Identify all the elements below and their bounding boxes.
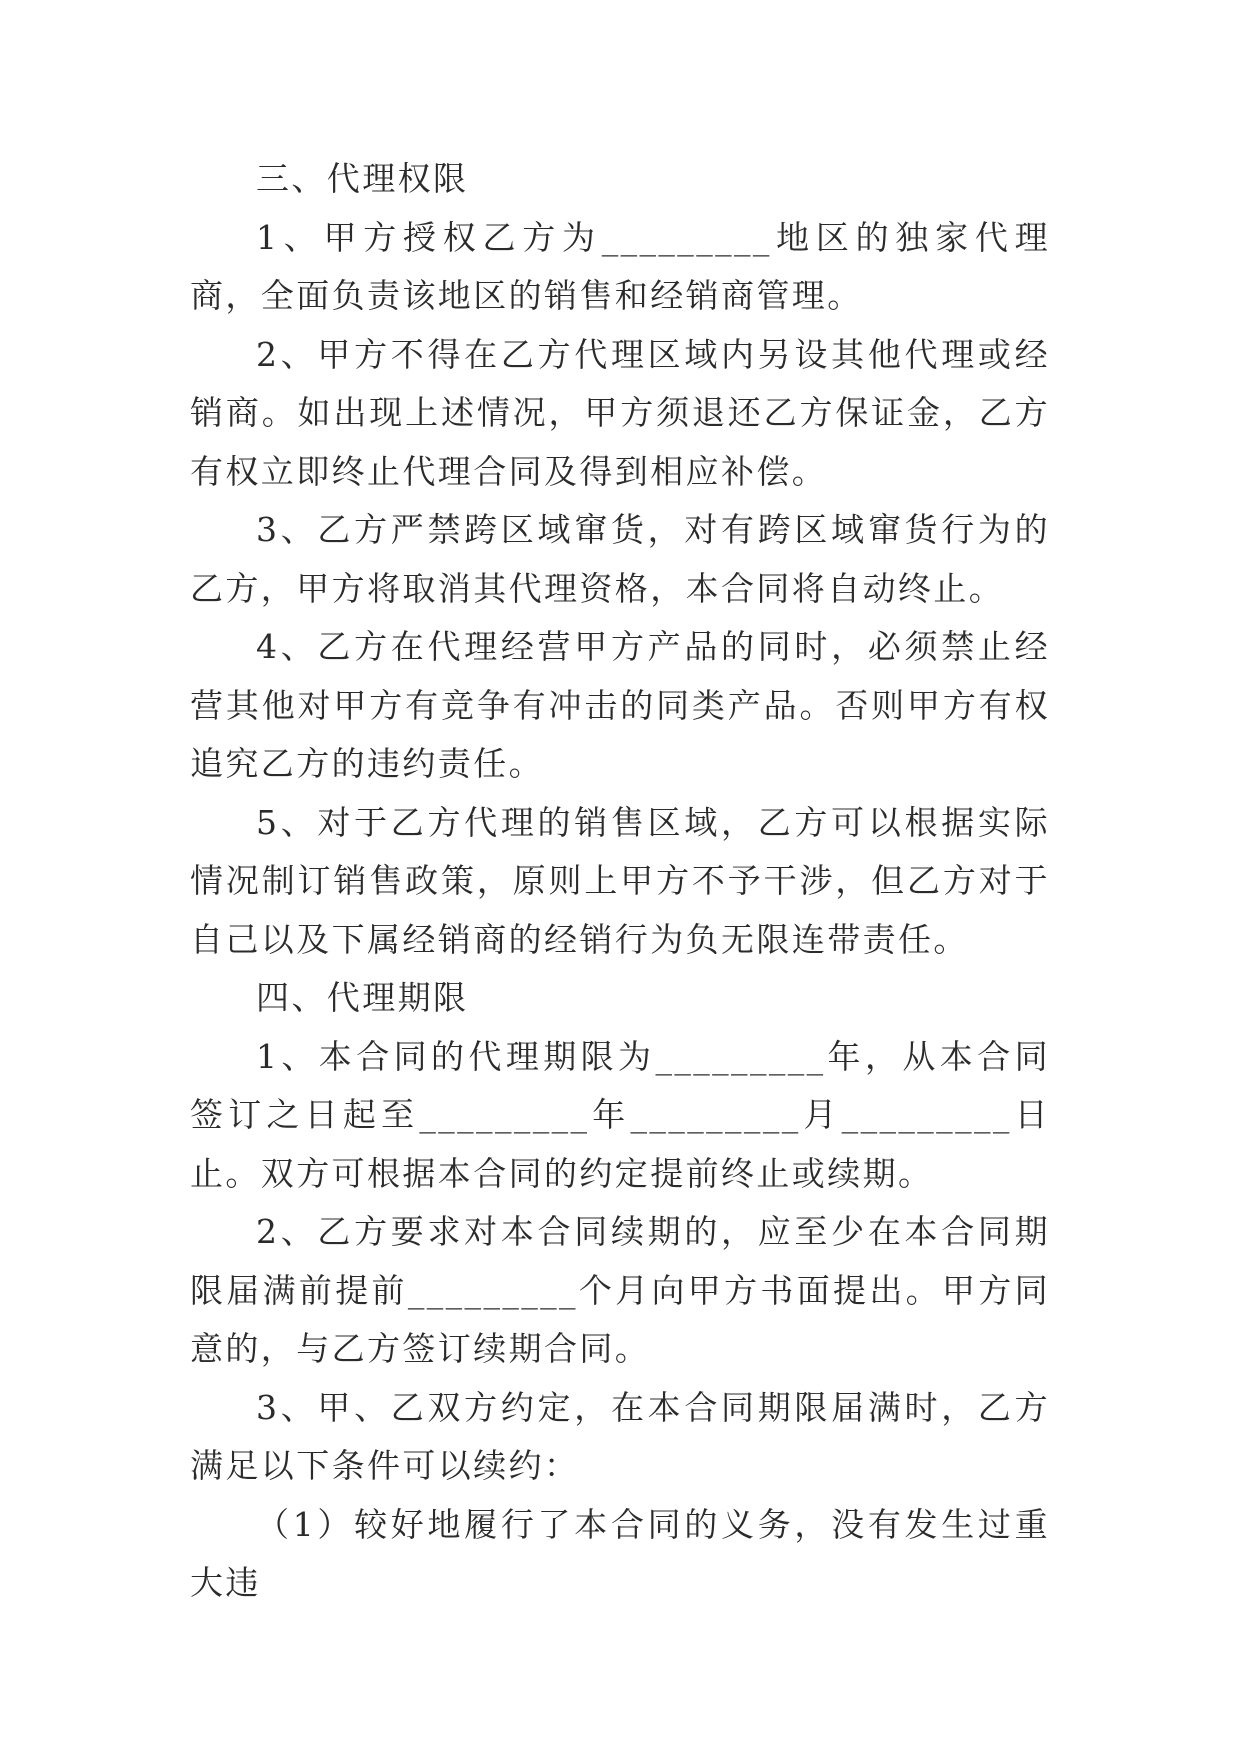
clause-4-2: 2、乙方要求对本合同续期的，应至少在本合同期限届满前提前_________个月向甲方书面提出。甲方同意的，与乙方签订续期合同。 — [190, 1212, 1050, 1368]
clause-3-2: 2、甲方不得在乙方代理区域内另设其他代理或经销商。如出现上述情况，甲方须退还乙方保证金，乙方有权立即终止代理合同及得到相应补偿。 — [190, 334, 1050, 491]
document-body — [190, 150, 1050, 1613]
clause-3-5: 5、对于乙方代理的销售区域，乙方可以根据实际情况制订销售政策，原则上甲方不予干涉，但乙方对于自己以及下属经销商的经销行为负无限连带责任。 — [190, 802, 1050, 959]
clause-3-4: 4、乙方在代理经营甲方产品的同时，必须禁止经营其他对甲方有竞争有冲击的同类产品。否则甲方有权追究乙方的违约责任。 — [190, 627, 1050, 783]
clause-4-3: 3、甲、乙双方约定，在本合同期限届满时，乙方满足以下条件可以续约： — [190, 1387, 1050, 1485]
clause-3-3: 3、乙方严禁跨区域窜货，对有跨区域窜货行为的乙方，甲方将取消其代理资格，本合同将自动终止。 — [190, 510, 1050, 608]
clause-4-3-condition-1: （1）较好地履行了本合同的义务，没有发生过重大违 — [190, 1504, 1050, 1602]
clause-3-1: 1、甲方授权乙方为_________地区的独家代理商，全面负责该地区的销售和经销商管理。 — [190, 217, 1050, 315]
section-heading-agency-authority: 三、代理权限 — [256, 159, 469, 198]
section-heading-agency-term: 四、代理期限 — [256, 978, 469, 1017]
clause-4-1: 1、本合同的代理期限为_________年，从本合同签订之日起至_________年_________月_________日止。双方可根据本合同的约定提前终止或续期。 — [190, 1036, 1050, 1193]
